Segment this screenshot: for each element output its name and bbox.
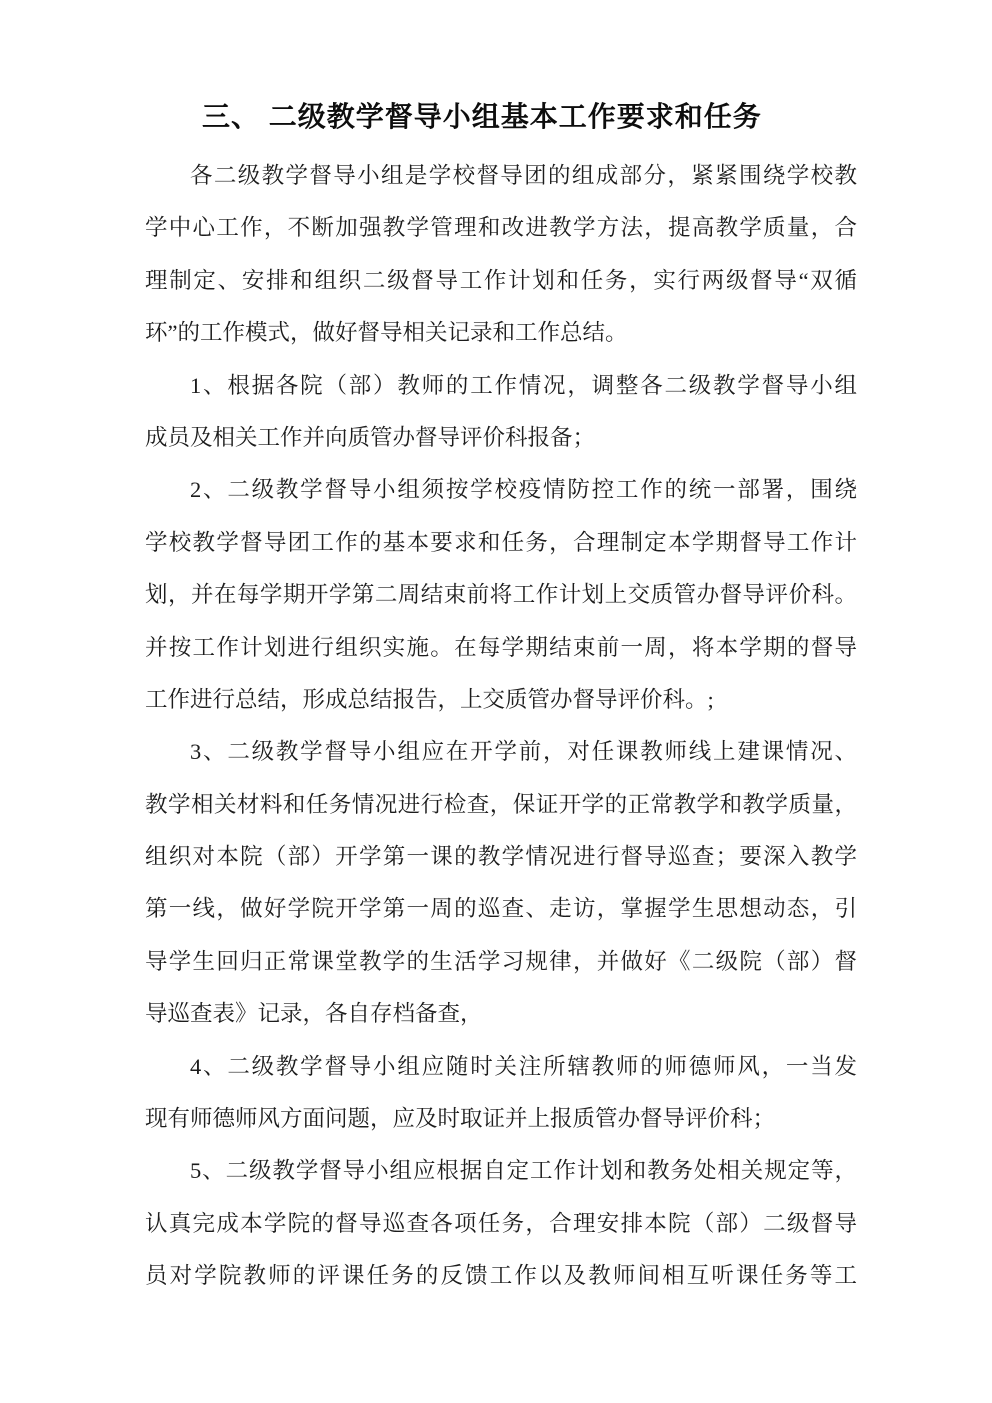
text-line: 认真完成本学院的督导巡查各项任务，合理安排本院（部）二级督导: [145, 1210, 857, 1236]
text-line: 5、二级教学督导小组应根据自定工作计划和教务处相关规定等，: [190, 1158, 857, 1184]
text-line: 3、二级教学督导小组应在开学前，对任课教师线上建课情况、: [190, 739, 857, 765]
text-line: 员对学院教师的评课任务的反馈工作以及教师间相互听课任务等工: [145, 1263, 857, 1289]
document-body: [145, 150, 857, 1303]
text-line: 2、二级教学督导小组须按学校疫情防控工作的统一部署，围绕: [190, 477, 857, 503]
text-line: 理制定、安排和组织二级督导工作计划和任务，实行两级督导“双循: [145, 267, 857, 293]
text-line: 环”的工作模式，做好督导相关记录和工作总结。: [145, 320, 628, 346]
text-line: 教学相关材料和任务情况进行检查，保证开学的正常教学和教学质量，: [145, 791, 857, 817]
text-line: 各二级教学督导小组是学校督导团的组成部分，紧紧围绕学校教: [190, 163, 857, 188]
text-line: 4、二级教学督导小组应随时关注所辖教师的师德师风，一当发: [190, 1053, 857, 1079]
text-line: 导学生回归正常课堂教学的生活学习规律，并做好《二级院（部）督: [145, 948, 857, 974]
text-line: 第一线，做好学院开学第一周的巡查、走访，掌握学生思想动态，引: [145, 896, 857, 922]
text-line: 1、根据各院（部）教师的工作情况，调整各二级教学督导小组: [190, 372, 857, 398]
text-line: 现有师德师风方面问题，应及时取证并上报质管办督导评价科；: [145, 1106, 776, 1132]
section-heading: 三、 二级教学督导小组基本工作要求和任务: [202, 101, 762, 132]
text-line: 组织对本院（部）开学第一课的教学情况进行督导巡查；要深入教学: [145, 844, 857, 870]
text-line: 学中心工作，不断加强教学管理和改进教学方法，提高教学质量，合: [145, 215, 857, 241]
text-line: 划，并在每学期开学第二周结束前将工作计划上交质管办督导评价科。: [145, 582, 857, 608]
text-line: 并按工作计划进行组织实施。在每学期结束前一周，将本学期的督导: [145, 634, 857, 660]
text-line: 学校教学督导团工作的基本要求和任务，合理制定本学期督导工作计: [145, 529, 857, 555]
text-line: 成员及相关工作并向质管办督导评价科报备；: [145, 424, 596, 450]
text-line: 导巡查表》记录，各自存档备查，: [145, 1001, 483, 1027]
text-line: 工作进行总结，形成总结报告，上交质管办督导评价科。;: [145, 686, 714, 712]
